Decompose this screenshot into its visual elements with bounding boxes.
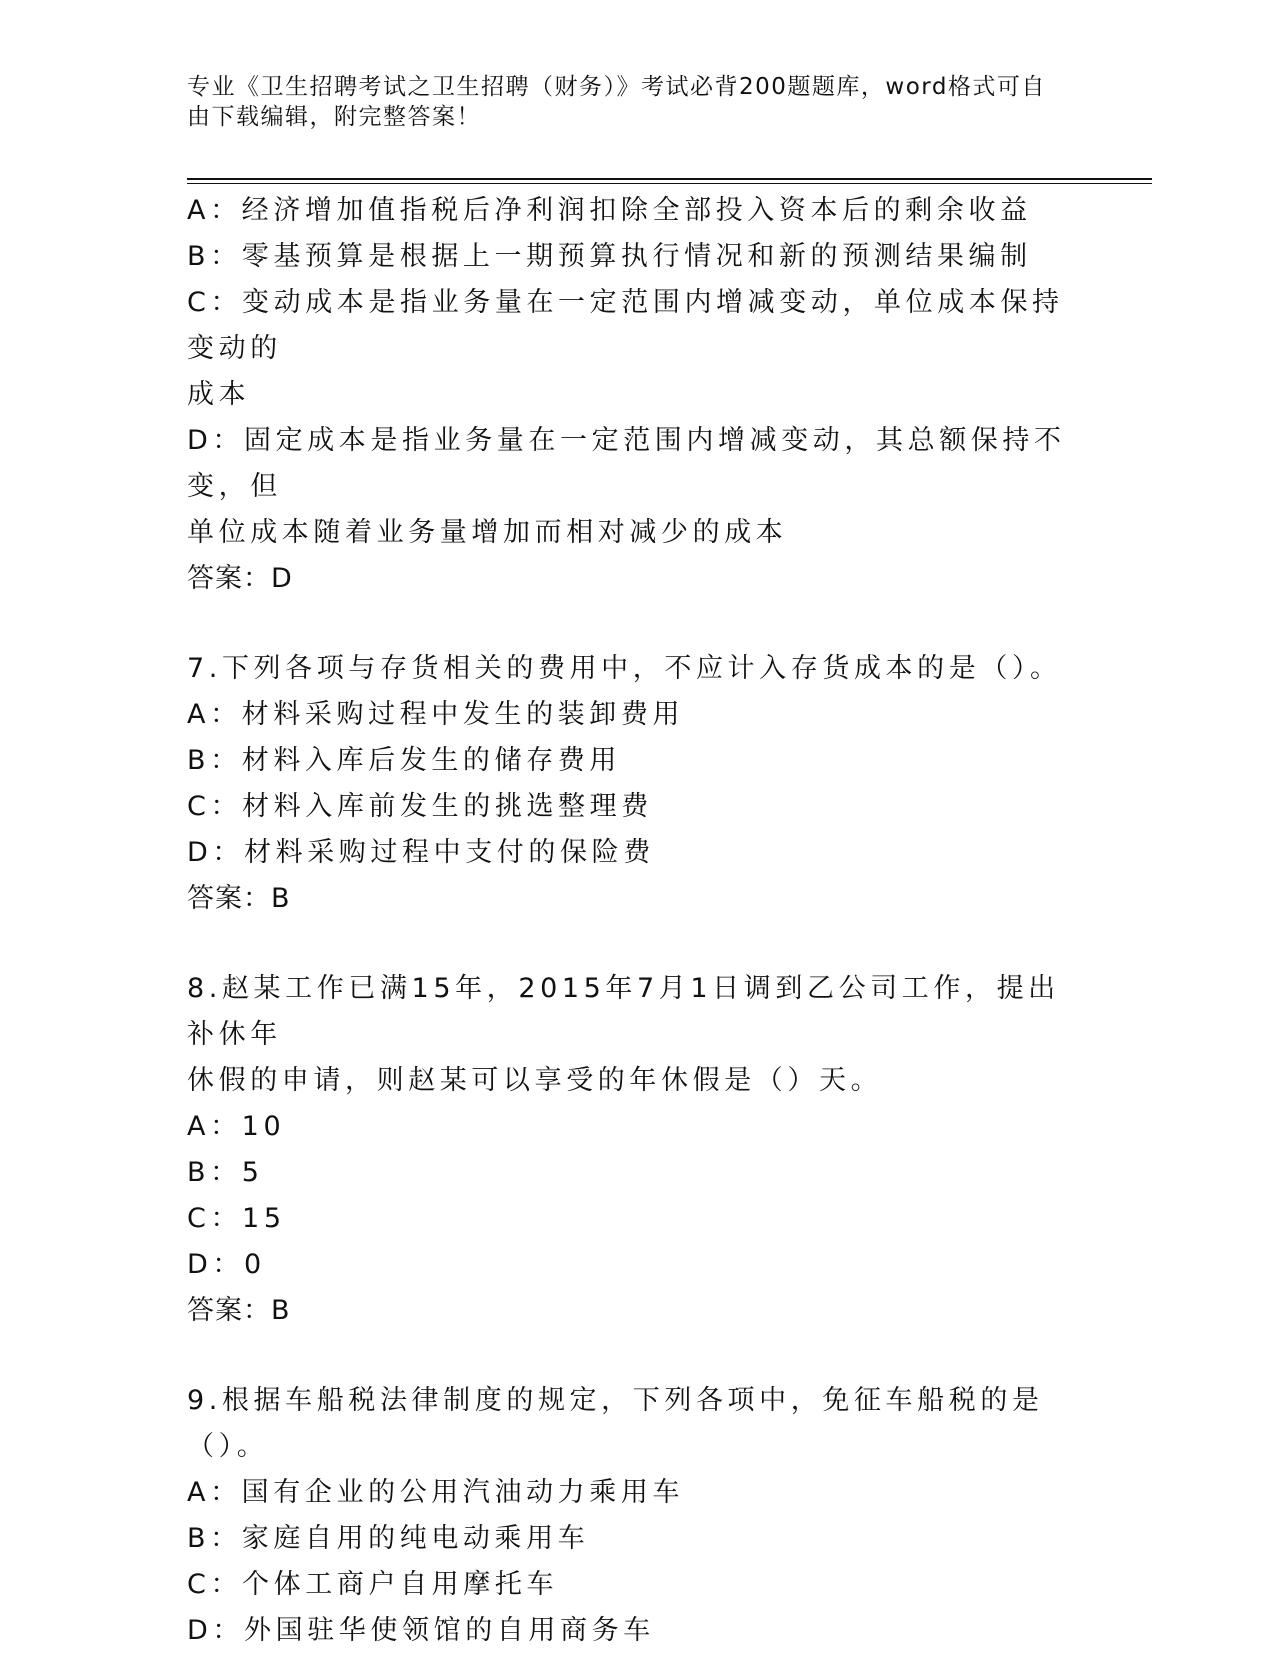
option-b: B：家庭自用的纯电动乘用车: [187, 1523, 590, 1554]
question-text-continued: 休假的申请，则赵某可以享受的年休假是（）天。: [187, 1065, 883, 1096]
option-b: B：零基预算是根据上一期预算执行情况和新的预测结果编制: [187, 241, 1032, 272]
option-b: B：5: [187, 1157, 264, 1188]
answer-line: 答案：B: [187, 883, 291, 914]
question-block-8: [187, 966, 1087, 1334]
question-text: 8.赵某工作已满15年，2015年7月1日调到乙公司工作，提出补休年: [187, 973, 1060, 1050]
option-d: D：外国驻华使领馆的自用商务车: [187, 1615, 655, 1646]
option-c: C：材料入库前发生的挑选整理费: [187, 791, 653, 822]
header-title-line-1: 专业《卫生招聘考试之卫生招聘（财务）》考试必背200题题库，word格式可自: [187, 74, 1046, 100]
question-block-9: [187, 1378, 1087, 1654]
document-header: [187, 72, 1067, 132]
question-block-7: [187, 646, 1087, 922]
answer-line: 答案：D: [187, 563, 293, 594]
question-text: 7.下列各项与存货相关的费用中，不应计入存货成本的是（）。: [187, 653, 1062, 684]
header-divider-thick: [187, 178, 1152, 180]
header-divider-thin: [187, 183, 1152, 184]
option-a: A：经济增加值指税后净利润扣除全部投入资本后的剩余收益: [187, 195, 1032, 226]
header-title-line-2: 由下载编辑，附完整答案！: [187, 104, 481, 130]
option-a: A：材料采购过程中发生的装卸费用: [187, 699, 685, 730]
option-d: D：材料采购过程中支付的保险费: [187, 837, 655, 868]
option-b: B：材料入库后发生的储存费用: [187, 745, 621, 776]
option-a: A：10: [187, 1111, 286, 1142]
option-d-continued: 单位成本随着业务量增加而相对减少的成本: [187, 517, 788, 548]
question-content: [187, 188, 1087, 1654]
option-c: C：个体工商户自用摩托车: [187, 1569, 559, 1600]
answer-line: 答案：B: [187, 1295, 291, 1326]
option-c: C：15: [187, 1203, 286, 1234]
option-c-continued: 成本: [187, 379, 251, 410]
question-text: 9.根据车船税法律制度的规定，下列各项中，免征车船税的是（）。: [187, 1385, 1044, 1462]
option-d: D：固定成本是指业务量在一定范围内增减变动，其总额保持不变，但: [187, 425, 1066, 502]
option-d: D：0: [187, 1249, 266, 1280]
option-c: C：变动成本是指业务量在一定范围内增减变动，单位成本保持变动的: [187, 287, 1064, 364]
question-block-6: [187, 188, 1087, 602]
option-a: A：国有企业的公用汽油动力乘用车: [187, 1477, 685, 1508]
